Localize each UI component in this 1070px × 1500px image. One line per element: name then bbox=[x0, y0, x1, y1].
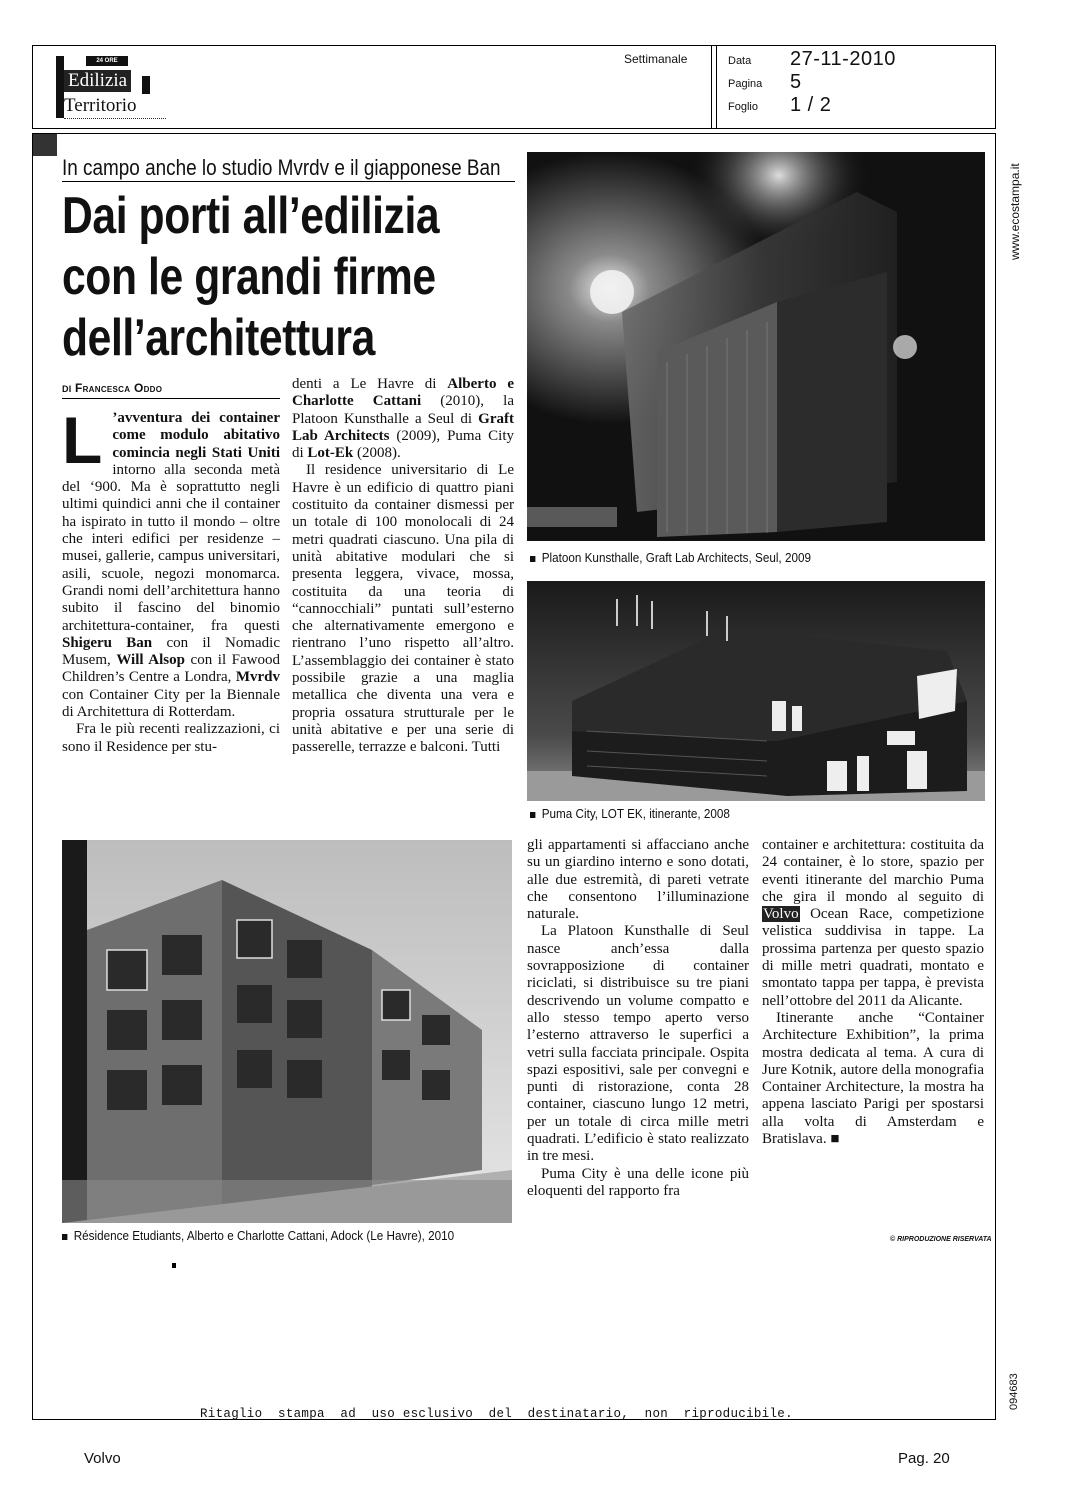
byline bbox=[62, 381, 162, 395]
col4-paragraph-2 bbox=[762, 1010, 984, 1148]
col1-text: con il Fawood Children’s Centre a Londra, bbox=[62, 652, 281, 686]
side-code-text: 094683 bbox=[1008, 1373, 1020, 1410]
col4-text: Ocean Race, competizione velistica suddivisa in tappe. La prossima partenza per questo spazio di mille metri quadrati, montato e smontato tappa per tappa, è prevista nell’ottobre del 2011 da Alicante. bbox=[762, 906, 984, 1009]
caption-bullet bbox=[62, 1234, 67, 1240]
caption-photo-1 bbox=[530, 550, 811, 565]
volvo-highlight: Volvo bbox=[763, 906, 799, 923]
dropcap: L bbox=[62, 403, 103, 477]
logo-mark-end bbox=[142, 76, 150, 94]
col3-paragraph-3: Puma City è una delle icone più eloquenti del rapporto fra bbox=[527, 1165, 749, 1199]
col1-paragraph-1 bbox=[62, 403, 281, 721]
corner-mark bbox=[33, 134, 57, 156]
caption-photo-1-text: Platoon Kunsthalle, Graft Lab Architects, Seul, 2009 bbox=[541, 550, 811, 565]
byline-prefix: DI bbox=[62, 384, 72, 394]
logo-edilizia: Edilizia bbox=[64, 70, 131, 92]
side-url bbox=[1008, 140, 1024, 260]
col1-name-ban: Shigeru Ban bbox=[62, 634, 153, 651]
side-code bbox=[1008, 1360, 1024, 1410]
col4-paragraph-1 bbox=[762, 837, 984, 1010]
caption-photo-2-text: Puma City, LOT EK, itinerante, 2008 bbox=[541, 806, 730, 821]
end-mark: ■ bbox=[830, 1131, 840, 1148]
footer-client: Volvo bbox=[84, 1450, 121, 1467]
caption-bullet bbox=[530, 556, 535, 562]
photo-puma-image bbox=[527, 581, 985, 801]
kicker-rule bbox=[62, 181, 515, 182]
col1-name-mvrdv: Mvrdv bbox=[235, 669, 280, 686]
headline-line-1: Dai porti all’edilizia bbox=[62, 187, 440, 245]
col1-text: intorno alla seconda metà del ‘900. Ma è soprattutto negli ultimi quindici anni che il container ha ispirato in tutto il mondo – oltre che interi edifici per residenze – musei, gallerie, campus universitari, asili, scuole, negozi monomarca. Grandi nomi dell’architettura hanno subito il fascino del binomio architettura-container, fra questi bbox=[62, 461, 280, 634]
col2-text: (2008). bbox=[353, 445, 401, 462]
col4-text: Itinerante anche “Container Architecture Exhibition”, la prima mostra dedicata al tema. A cura di Jure Kotnik, autore della monografia Container Architecture, la mostra ha appena lasciato Parigi per spostarsi alla volta di Amsterdam e Bratislava. bbox=[762, 1009, 984, 1148]
clipping-notice: Ritaglio stampa ad uso esclusivo del destinatario, non riproducibile. bbox=[200, 1407, 793, 1421]
side-url-text: www.ecostampa.it bbox=[1008, 163, 1022, 260]
logo-territorio: Territorio bbox=[64, 95, 137, 116]
meta-date-value: 27-11-2010 bbox=[790, 48, 896, 70]
col1-lead-bold: ’avventura dei container come modulo abitativo comincia negli Stati Uniti bbox=[112, 410, 280, 461]
col2-name-lotek: Lot-Ek bbox=[307, 445, 354, 462]
headline-line-2: con le grandi firme bbox=[62, 248, 436, 306]
col2-text: (2009), Puma City di bbox=[292, 427, 514, 462]
caption-photo-2 bbox=[530, 806, 730, 821]
caption-bullet bbox=[530, 812, 535, 818]
meta-page-value: 5 bbox=[790, 71, 802, 93]
photo-puma-city bbox=[527, 581, 985, 801]
col3-paragraph-1: gli appartamenti si affacciano anche su un giardino interno e sono dotati, alle due estremità, di pareti vetrate che consentono l’illuminazione naturale. bbox=[527, 837, 749, 923]
meta-page-label: Pagina bbox=[728, 78, 763, 90]
logo-rule bbox=[64, 118, 166, 120]
print-speck bbox=[172, 1263, 176, 1268]
col2-name-graft: Graft Lab Architects bbox=[292, 410, 514, 444]
byline-rule bbox=[62, 398, 280, 399]
photo-residence-etudiants bbox=[62, 840, 512, 1223]
col2-text: denti a Le Havre di bbox=[292, 376, 448, 392]
photo-platoon-image bbox=[527, 152, 985, 541]
frequency-label: Settimanale bbox=[624, 52, 688, 66]
col2-text: (2010), la Platoon Kunsthalle a Seul di bbox=[292, 393, 514, 427]
col1-paragraph-2: Fra le più recenti realizzazioni, ci sono il Residence per stu- bbox=[62, 721, 280, 755]
col2-paragraph-1 bbox=[292, 376, 514, 462]
col2-name-cattani: Alberto e Charlotte Cattani bbox=[292, 376, 515, 410]
col1-text: con il Nomadic Musem, bbox=[62, 634, 280, 669]
col1-name-alsop: Will Alsop bbox=[116, 652, 185, 669]
col2-paragraph-2: Il residence universitario di Le Havre è un edificio di quattro piani costituito da container dismessi per un totale di 100 monolocali di 24 metri quadrati ciascuno. Una pila di unità abitative modulari che si presenta leggera, vivace, mossa, costituita da una teoria di “cannocchiali” puntati sull’esterno che alternativamente emergono e rientrano l’uno rispetto all’altro. L’assemblaggio dei container è stato possibile grazie a una maglia metallica che diventa una vera e propria ossatura strutturale per le unità abitative e per una serie di passerelle, terrazze e balconi. Tutti bbox=[292, 462, 514, 756]
col1-text: con Container City per la Biennale di Architettura di Rotterdam. bbox=[62, 686, 280, 721]
column-3 bbox=[527, 837, 749, 1200]
frame-gap bbox=[710, 45, 716, 129]
footer-page: Pag. 20 bbox=[898, 1450, 950, 1467]
caption-photo-3-text: Résidence Etudiants, Alberto e Charlotte Cattani, Adock (Le Havre), 2010 bbox=[73, 1228, 455, 1243]
meta-sheet-label: Foglio bbox=[728, 101, 758, 113]
column-1 bbox=[62, 403, 281, 756]
copyright-note: © RIPRODUZIONE RISERVATA bbox=[890, 1236, 992, 1243]
column-4 bbox=[762, 837, 984, 1148]
headline bbox=[62, 186, 488, 369]
caption-photo-3 bbox=[62, 1228, 454, 1243]
logo-small-banner bbox=[86, 56, 128, 66]
col3-paragraph-2: La Platoon Kunsthalle di Seul nasce anch’essa dalla sovrapposizione di container riciclati, si distribuisce su tre piani descrivendo un volume compatto e allo stesso tempo aperto verso l’esterno attraverso le superfici a vetri sulla facciata principale. Ospita spazi espositivi, sale per convegni e punti di ristorazione, conta 28 container, ciascuno lungo 12 metri, per un totale di circa mille metri quadrati. L’edificio è stato realizzato in tre mesi. bbox=[527, 923, 749, 1165]
column-2 bbox=[292, 376, 514, 757]
logo-small-text: 24 ORE bbox=[96, 58, 118, 64]
kicker: In campo anche lo studio Mvrdv e il giapponese Ban bbox=[62, 155, 501, 180]
photo-residence-image bbox=[62, 840, 512, 1223]
headline-line-3: dell’architettura bbox=[62, 309, 375, 367]
meta-sheet-value: 1 / 2 bbox=[790, 94, 832, 116]
logo-mark bbox=[56, 56, 64, 118]
meta-date-label: Data bbox=[728, 55, 752, 67]
byline-name: Francesca Oddo bbox=[74, 381, 163, 395]
photo-platoon-kunsthalle bbox=[527, 152, 985, 541]
col4-text: container e architettura: costituita da 24 container, è lo store, spazio per eventi itinerante del marchio Puma che gira il mondo al seguito di bbox=[762, 837, 984, 905]
